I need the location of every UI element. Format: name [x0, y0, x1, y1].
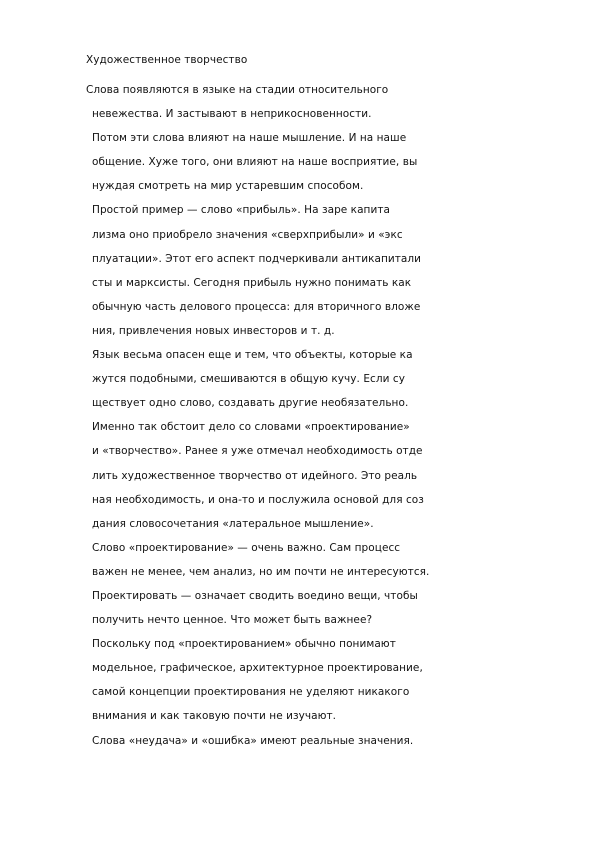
document-body	[86, 78, 556, 753]
text-line: ществует одно слово, создавать другие необязательно.	[92, 397, 409, 410]
text-line: самой концепции проектирования не уделяют никакого	[92, 686, 410, 699]
text-line: Проектировать — означает сводить воедино вещи, чтобы	[92, 589, 418, 602]
text-line: дания словосочетания «латеральное мышление».	[92, 517, 374, 530]
text-line: Слова появляются в языке на стадии относительного	[86, 84, 389, 96]
text-line: обычную часть делового процесса: для вторичного вложе	[92, 300, 421, 313]
text-line: лизма оно приобрело значения «сверхприбыли» и «экс	[92, 228, 403, 241]
text-line: общение. Хуже того, они влияют на наше восприятие, вы	[92, 156, 418, 169]
text-line: плуатации». Этот его аспект подчеркивали антикапитали	[92, 252, 422, 265]
text-line: Слова «неудача» и «ошибка» имеют реальные значения.	[92, 734, 414, 747]
text-line: Простой пример — слово «прибыль». На заре капита	[92, 204, 390, 217]
text-line: нуждая смотреть на мир устаревшим способом.	[92, 180, 364, 193]
text-line: важен не менее, чем анализ, но им почти не интересуются.	[92, 565, 430, 578]
text-line: ния, привлечения новых инвесторов и т. д.	[92, 324, 335, 337]
text-line: жутся подобными, смешиваются в общую кучу. Если су	[92, 373, 405, 386]
text-line: Язык весьма опасен еще и тем, что объекты, которые ка	[92, 349, 413, 362]
text-line: и «творчество». Ранее я уже отмечал необходимость отде	[92, 445, 423, 458]
text-line: сты и марксисты. Сегодня прибыль нужно понимать как	[92, 276, 412, 289]
text-line: лить художественное творчество от идейного. Это реаль	[92, 469, 418, 482]
text-line: модельное, графическое, архитектурное проектирование,	[92, 662, 423, 675]
text-line: ная необходимость, и она-то и послужила основой для соз	[92, 493, 424, 506]
document-title: Художественное творчество	[86, 54, 248, 66]
text-line: получить нечто ценное. Что может быть важнее?	[92, 614, 373, 627]
text-line: Потом эти слова влияют на наше мышление. И на наше	[92, 132, 407, 145]
text-line: Поскольку под «проектированием» обычно понимают	[92, 638, 396, 651]
text-line: Слово «проектирование» — очень важно. Сам процесс	[92, 541, 401, 554]
text-line: невежества. И застывают в неприкосновенности.	[92, 108, 372, 121]
text-line: Именно так обстоит дело со словами «проектирование»	[92, 421, 410, 434]
text-line: внимания и как таковую почти не изучают.	[92, 710, 337, 723]
